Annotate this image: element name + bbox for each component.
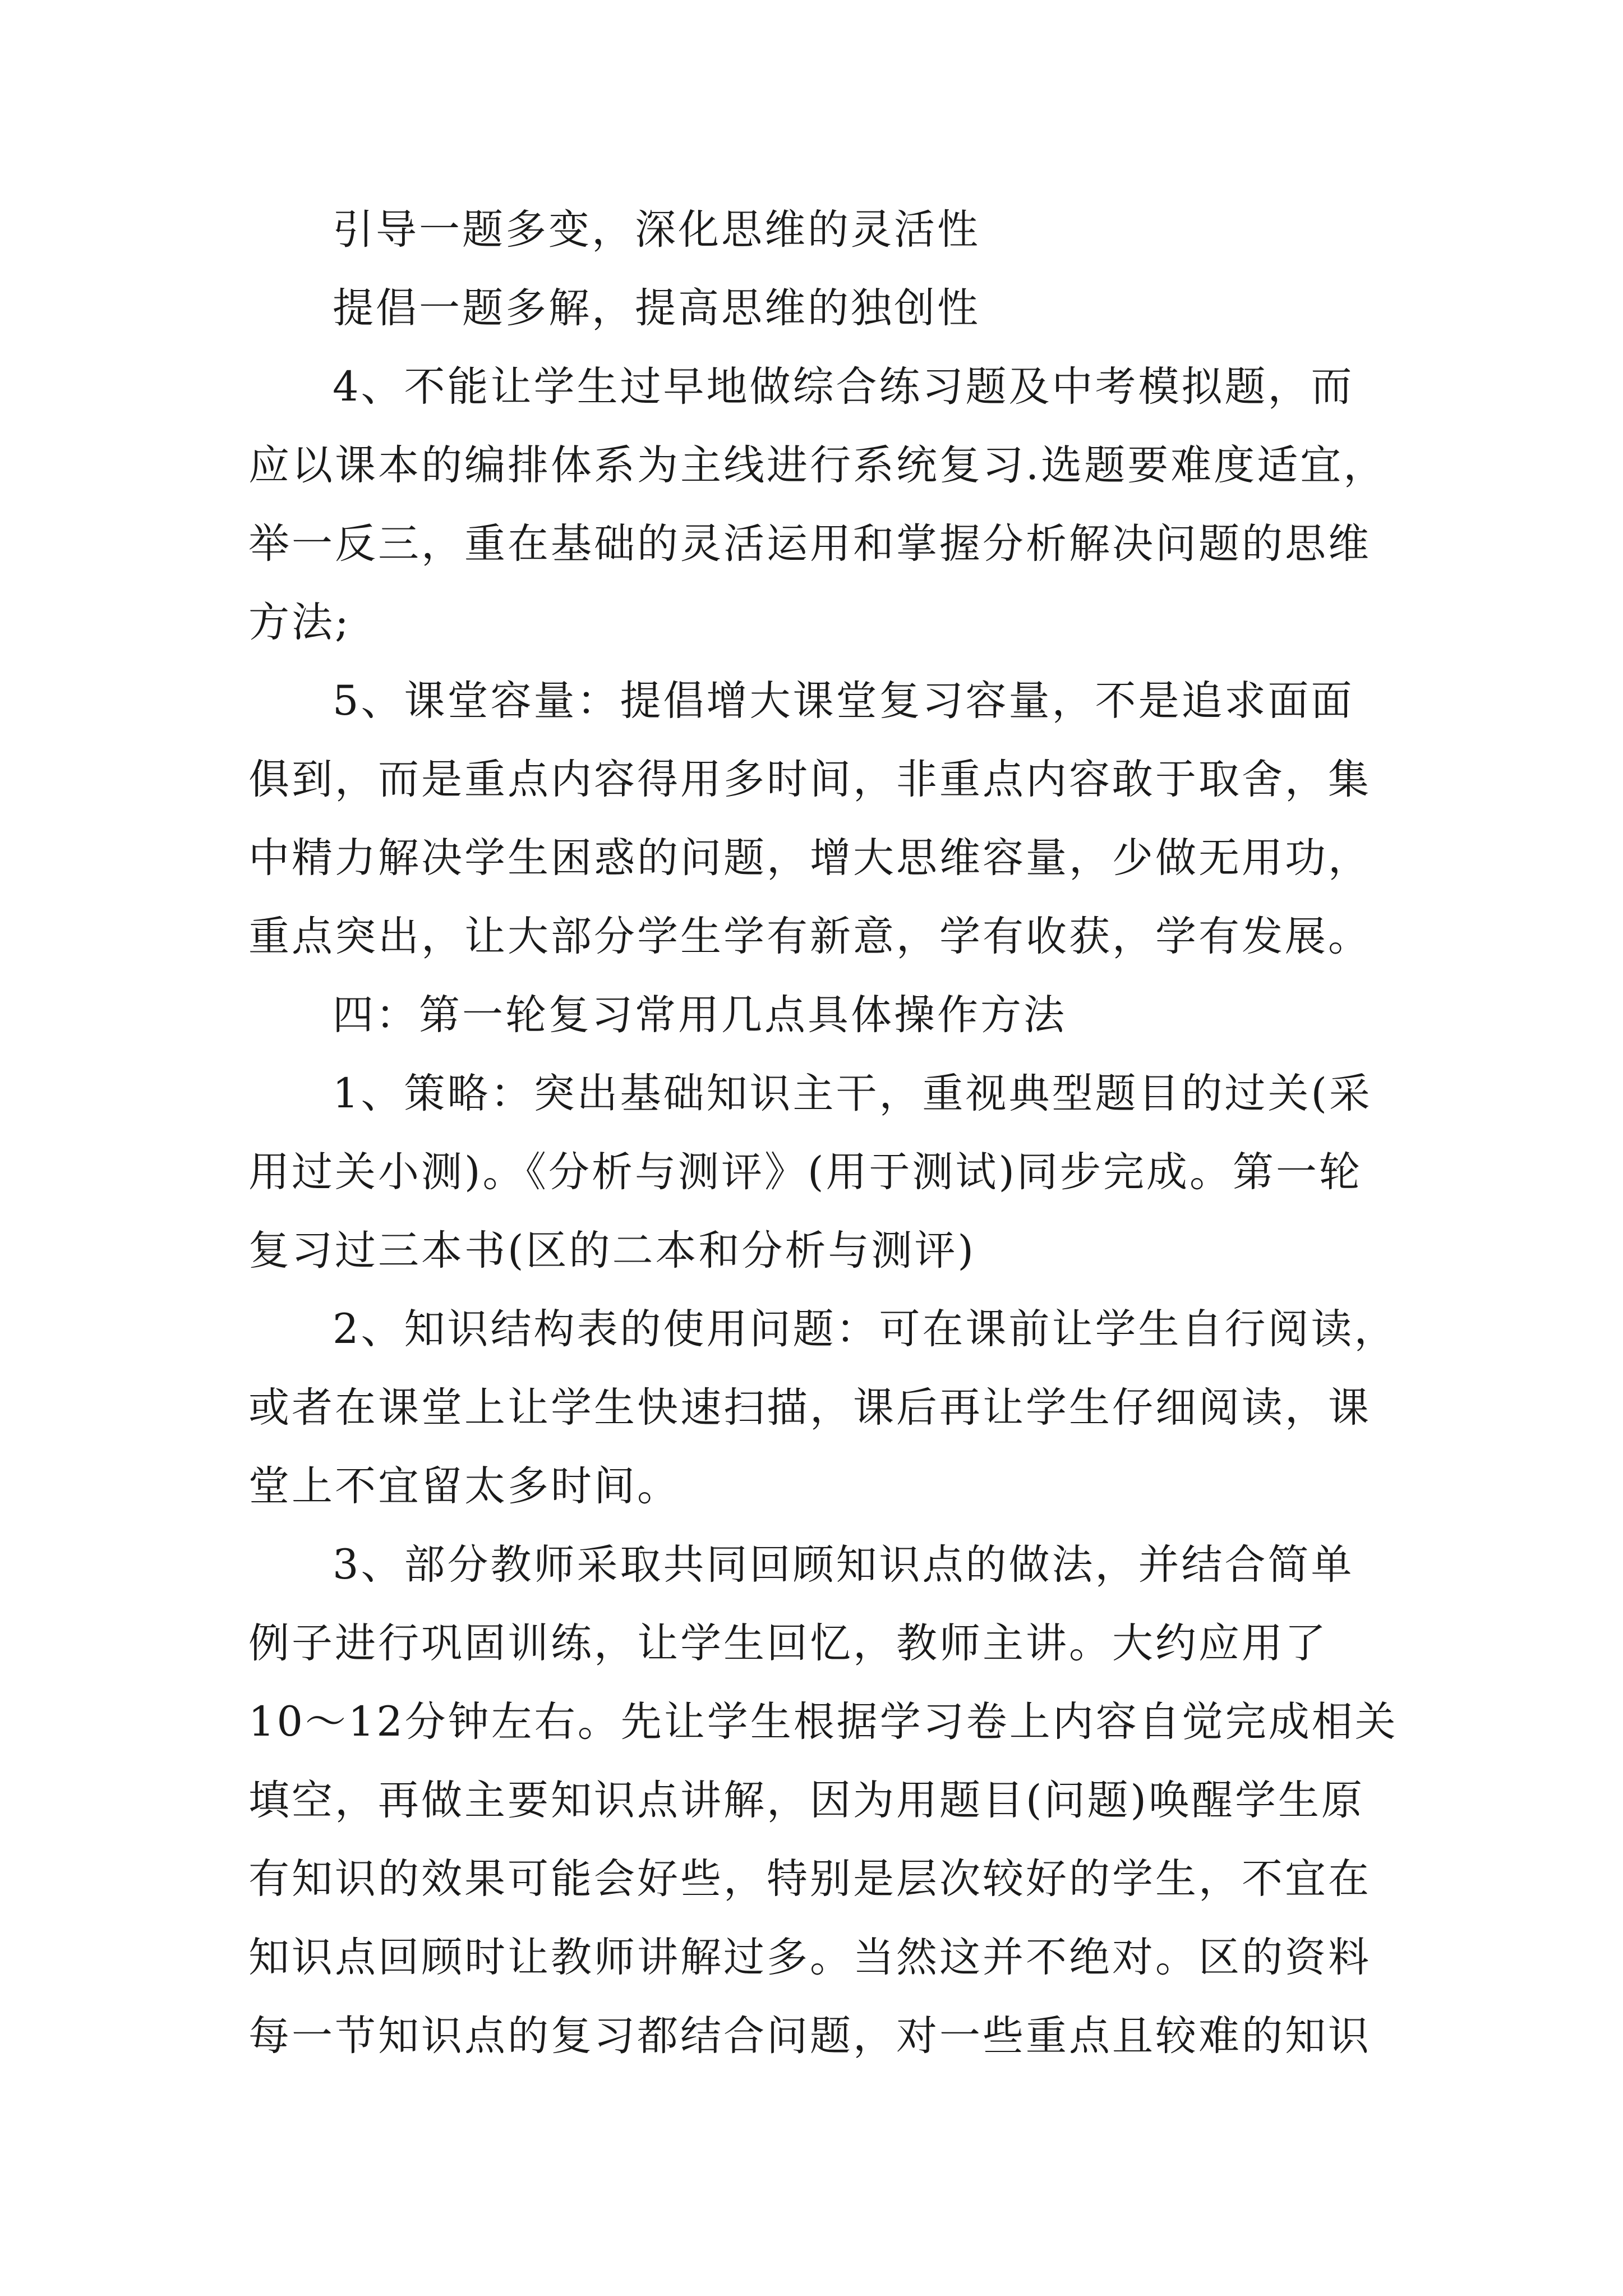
paragraph-item-4-start: 4、不能让学生过早地做综合练习题及中考模拟题，而 [333, 363, 1354, 411]
paragraph-item-5-start: 5、课堂容量：提倡增大课堂复习容量，不是追求面面 [333, 677, 1354, 725]
text-line: 举一反三，重在基础的灵活运用和掌握分析解决问题的思维 [248, 520, 1371, 568]
text-line: 重点突出，让大部分学生学有新意，学有收获，学有发展。 [248, 913, 1371, 960]
text-line: 填空，再做主要知识点讲解，因为用题目(问题)唤醒学生原 [248, 1777, 1364, 1824]
text-line: 用过关小测)。《分析与测评》(用于测试)同步完成。第一轮 [248, 1148, 1362, 1196]
text-line: 复习过三本书(区的二本和分析与测评) [248, 1227, 976, 1274]
text-line: 应以课本的编排体系为主线进行系统复习.选题要难度适宜， [248, 441, 1387, 489]
text-line: 提倡一题多解，提高思维的独创性 [333, 284, 980, 332]
paragraph-item-1-start: 1、策略：突出基础知识主干，重视典型题目的过关(采 [333, 1070, 1372, 1117]
text-line: 中精力解决学生困惑的问题，增大思维容量，少做无用功， [248, 834, 1371, 882]
text-line: 方法; [248, 599, 351, 646]
text-line: 有知识的效果可能会好些，特别是层次较好的学生，不宜在 [248, 1855, 1371, 1903]
text-line: 堂上不宜留太多时间。 [248, 1462, 680, 1510]
text-line: 10～12分钟左右。先让学生根据学习卷上内容自觉完成相关 [248, 1698, 1398, 1746]
body-text [248, 191, 1421, 2076]
section-heading: 四：第一轮复习常用几点具体操作方法 [333, 991, 1067, 1039]
text-line: 或者在课堂上让学生快速扫描，课后再让学生仔细阅读，课 [248, 1384, 1371, 1432]
text-line: 例子进行巩固训练，让学生回忆，教师主讲。大约应用了 [248, 1619, 1328, 1667]
paragraph-item-2-start: 2、知识结构表的使用问题：可在课前让学生自行阅读， [333, 1305, 1398, 1353]
text-line: 俱到，而是重点内容得用多时间，非重点内容敢于取舍，集 [248, 756, 1371, 803]
text-line: 知识点回顾时让教师讲解过多。当然这并不绝对。区的资料 [248, 1934, 1371, 1981]
text-line: 引导一题多变，深化思维的灵活性 [333, 206, 980, 254]
text-line: 每一节知识点的复习都结合问题，对一些重点且较难的知识 [248, 2012, 1371, 2060]
paragraph-item-3-start: 3、部分教师采取共同回顾知识点的做法，并结合简单 [333, 1541, 1354, 1589]
